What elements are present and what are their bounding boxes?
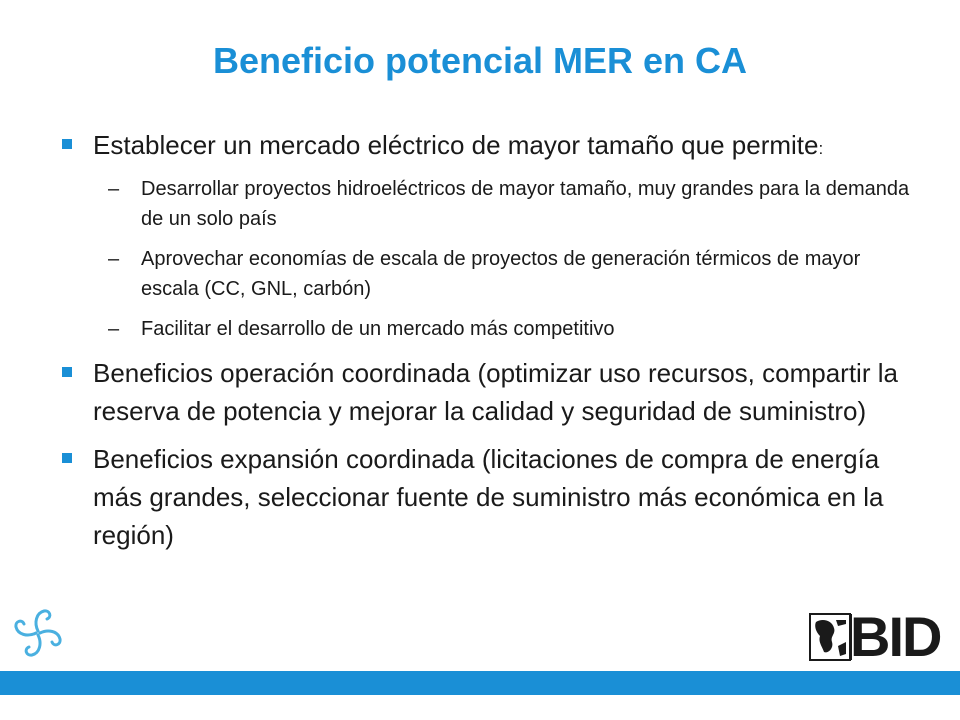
slide-content [58, 126, 918, 564]
subitem-2 [93, 244, 918, 304]
swirl-logo-icon [8, 603, 68, 663]
subitem-3-text: Facilitar el desarrollo de un mercado más competitivo [141, 318, 615, 340]
bullet-3-text: Beneficios expansión coordinada (licitaciones de compra de energía más grandes, seleccionar fuente de suministro más económica en la región) [93, 444, 884, 550]
dash-marker: – [108, 318, 120, 340]
square-bullet-icon [62, 453, 72, 463]
bullet-1-suffix: : [818, 139, 824, 158]
bullet-2 [58, 354, 918, 430]
square-bullet-icon [62, 367, 72, 377]
subitem-1 [93, 174, 918, 234]
square-bullet-icon [62, 139, 72, 149]
bullet-3 [58, 440, 918, 554]
bullet-1 [58, 126, 918, 344]
bullet-1-text: Establecer un mercado eléctrico de mayor tamaño que permite [93, 130, 819, 160]
footer-bar [0, 671, 960, 695]
subitem-2-text: Aprovechar economías de escala de proyectos de generación térmicos de mayor escala (CC, GNL, carbón) [141, 248, 861, 300]
bullet-2-text: Beneficios operación coordinada (optimizar uso recursos, compartir la reserva de potencia y mejorar la calidad y seguridad de suministro) [93, 358, 898, 426]
subitem-1-text: Desarrollar proyectos hidroeléctricos de mayor tamaño, muy grandes para la demanda de un solo país [141, 178, 910, 230]
dash-marker: – [108, 178, 120, 200]
bid-logo-text: BID [850, 605, 941, 668]
dash-marker: – [108, 248, 120, 270]
slide-title: Beneficio potencial MER en CA [212, 40, 748, 81]
subitem-3 [93, 314, 918, 344]
bullet-1-subitems [93, 174, 918, 344]
